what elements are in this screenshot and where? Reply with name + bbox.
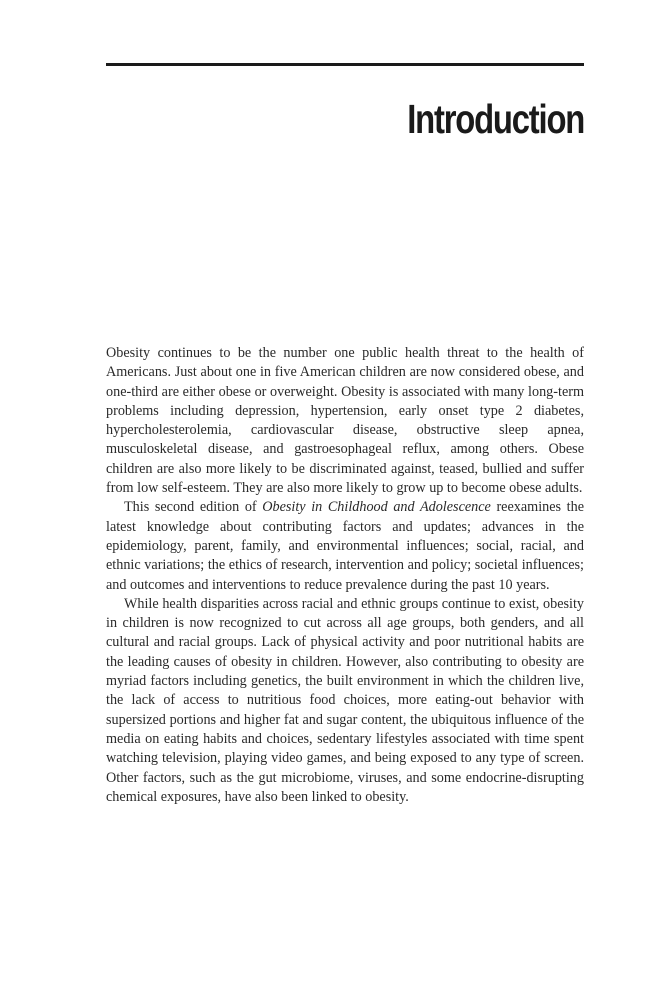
body-text [106,344,584,807]
paragraph-2-rest: reexamines the latest knowledge about contributing factors and updates; advances in the epidemiology, parent, family, and environmental influences; social, racial, and ethnic variations; the ethics of research, intervention and policy; societal influences; and outcomes and interventions to reduce prevalence during the past 10 years. [106,499,584,593]
paragraph-3: While health disparities across racial and ethnic groups continue to exist, obesity in children is now recognized to cut across all age groups, both genders, and all cultural and racial groups. Lack of physical activity and poor nutritional habits are the leading causes of obesity in children. However, also contributing to obesity are myriad factors including genetics, the built environment in which the children live, the lack of access to nutritious food choices, more eating-out behavior with supersized portions and higher fat and sugar content, the ubiquitous influence of the media on eating habits and choices, sedentary lifestyles associated with time spent watching television, playing video games, and being exposed to any type of screen. Other factors, such as the gut microbiome, viruses, and some endocrine-disrupting chemical exposures, have also been linked to obesity. [106,595,584,805]
paragraph-2 [106,498,584,594]
paragraph-2-lead: This second edition of [124,499,263,516]
chapter-title: Introduction [407,96,584,142]
chapter-top-rule [106,63,584,66]
book-title-italic: Obesity in Childhood and Adolescence [262,499,491,516]
paragraph-1: Obesity continues to be the number one public health threat to the health of Americans. Just about one in five American children are now considered obese, and one-third are either obese or overweight. Obesity is associated with many long-term problems including depression, hypertension, early onset type 2 diabetes, hypercholesterolemia, cardiovascular disease, obstructive sleep apnea, musculoskeletal disease, and gastroesophageal reflux, among others. Obese children are also more likely to be discriminated against, teased, bullied and suffer from low self-esteem. They are also more likely to grow up to become obese adults. [106,345,584,497]
